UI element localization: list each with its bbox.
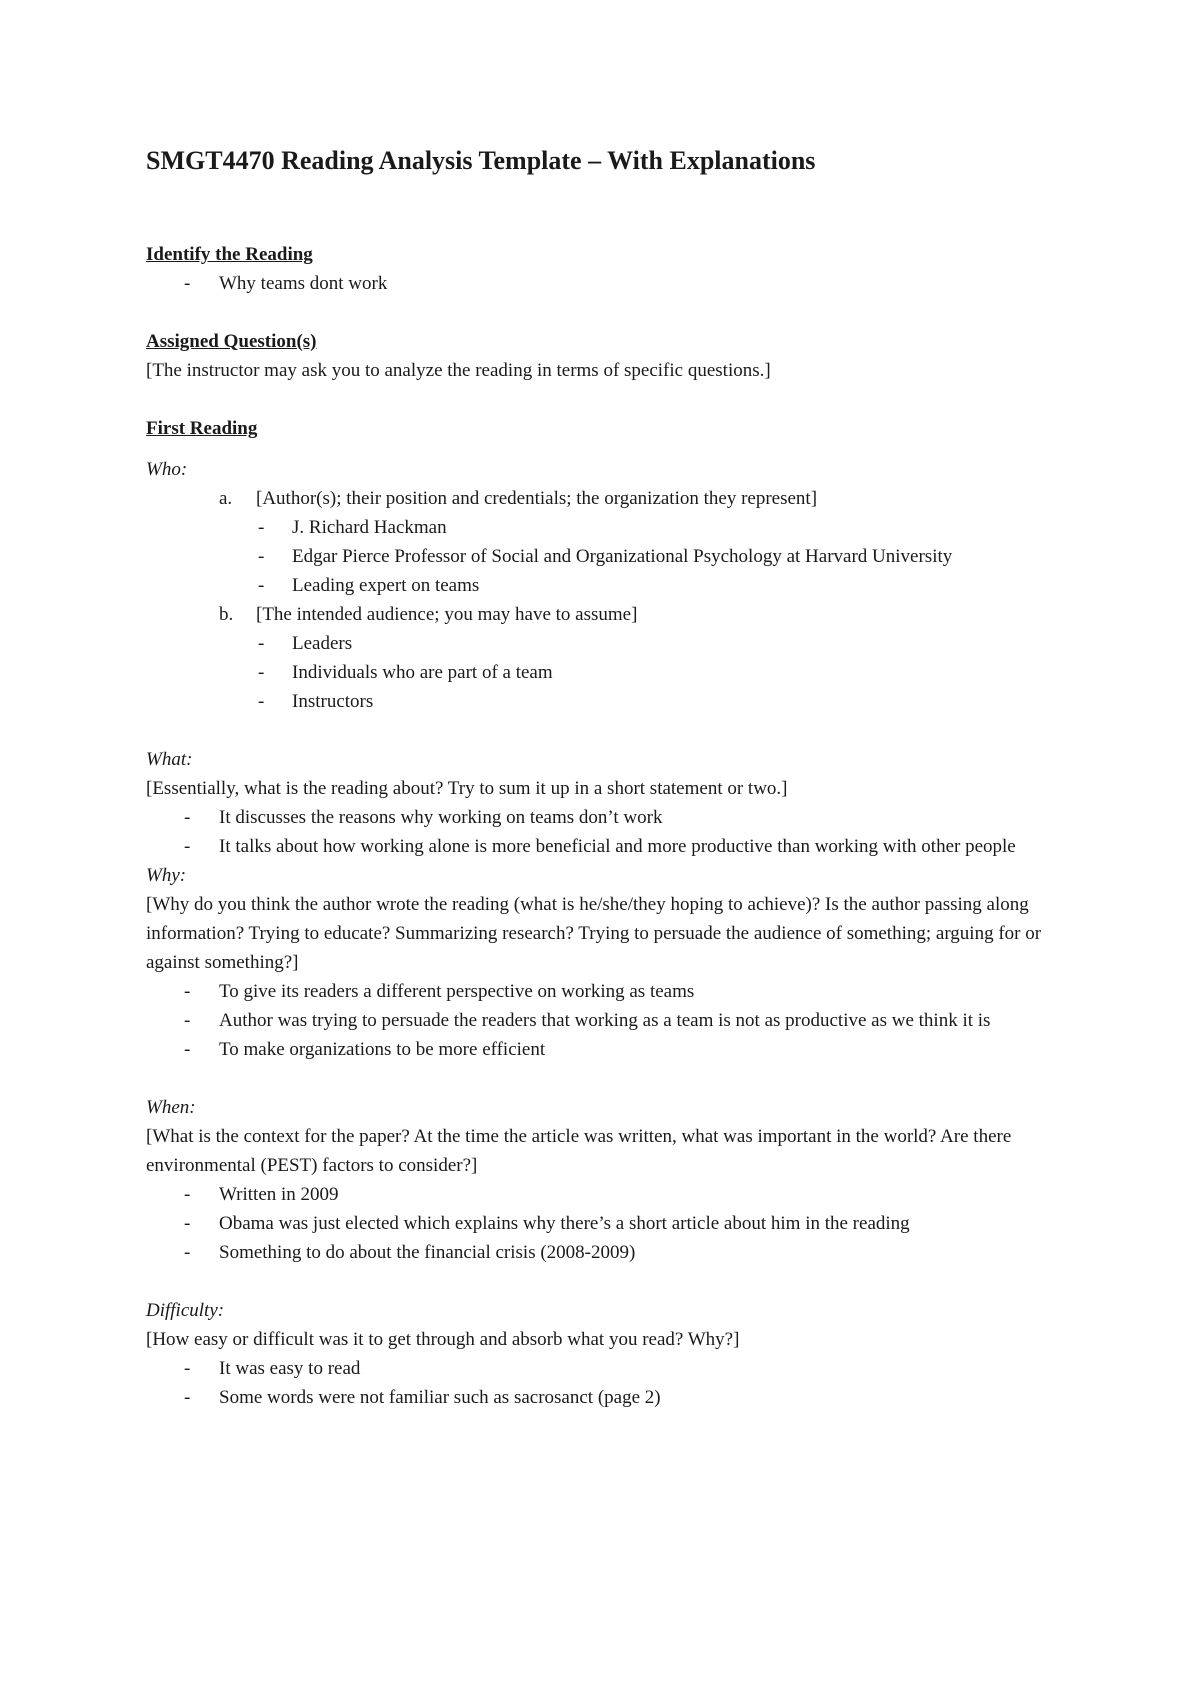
who-list [146, 484, 1066, 716]
why-list [146, 977, 1066, 1064]
who-item-b [146, 600, 1066, 716]
list-item: - Leading expert on teams [256, 571, 1066, 600]
list-item: - Individuals who are part of a team [256, 658, 1066, 687]
who-label: Who: [146, 459, 188, 480]
list-item: - J. Richard Hackman [256, 513, 1066, 542]
list-item: - Some words were not familiar such as sacrosanct (page 2) [146, 1383, 1066, 1412]
list-item: - Author was trying to persuade the readers that working as a team is not as productive as we think it is [146, 1006, 1066, 1035]
what-label: What: [146, 749, 193, 770]
first-reading-heading: First Reading [146, 418, 258, 439]
document-title: SMGT4470 Reading Analysis Template – With Explanations [146, 146, 816, 175]
why-text: [Why do you think the author wrote the reading (what is he/she/they hoping to achieve)? Is the author passing along information? Trying to educate? Summarizing research? Trying to persuade the audience of something; arguing for or against something?] [146, 894, 1042, 973]
list-item: - To make organizations to be more efficient [146, 1035, 1066, 1064]
who-b-sublist [256, 629, 1066, 716]
when-text: [What is the context for the paper? At the time the article was written, what was important in the world? Are there environmental (PEST) factors to consider?] [146, 1126, 1012, 1176]
list-item: - It was easy to read [146, 1354, 1066, 1383]
difficulty-label: Difficulty: [146, 1300, 225, 1321]
identify-heading: Identify the Reading [146, 244, 313, 265]
list-item: - Written in 2009 [146, 1180, 1066, 1209]
what-text: [Essentially, what is the reading about? Try to sum it up in a short statement or two.] [146, 778, 788, 799]
list-item: - Leaders [256, 629, 1066, 658]
list-marker: b. [219, 604, 234, 625]
list-item: - Instructors [256, 687, 1066, 716]
why-label: Why: [146, 865, 187, 886]
when-label: When: [146, 1097, 196, 1118]
assigned-heading: Assigned Question(s) [146, 331, 317, 352]
what-list [146, 803, 1066, 861]
document-body [146, 240, 1066, 1412]
list-item: - It discusses the reasons why working on teams don’t work [146, 803, 1066, 832]
who-a-text: [Author(s); their position and credentials; the organization they represent] [256, 488, 818, 509]
list-item: - Why teams dont work [146, 269, 1066, 298]
list-marker: a. [219, 488, 233, 509]
assigned-text: [The instructor may ask you to analyze the reading in terms of specific questions.] [146, 360, 771, 381]
who-a-sublist [256, 513, 1066, 600]
list-item: - Edgar Pierce Professor of Social and Organizational Psychology at Harvard University [256, 542, 1066, 571]
who-item-a [146, 484, 1066, 600]
difficulty-text: [How easy or difficult was it to get through and absorb what you read? Why?] [146, 1329, 740, 1350]
list-item: - To give its readers a different perspective on working as teams [146, 977, 1066, 1006]
who-b-text: [The intended audience; you may have to assume] [256, 604, 638, 625]
identify-list [146, 269, 1066, 298]
list-item: - It talks about how working alone is more beneficial and more productive than working with other people [146, 832, 1066, 861]
when-list [146, 1180, 1066, 1267]
list-item: - Something to do about the financial crisis (2008-2009) [146, 1238, 1066, 1267]
difficulty-list [146, 1354, 1066, 1412]
list-item: - Obama was just elected which explains why there’s a short article about him in the reading [146, 1209, 1066, 1238]
